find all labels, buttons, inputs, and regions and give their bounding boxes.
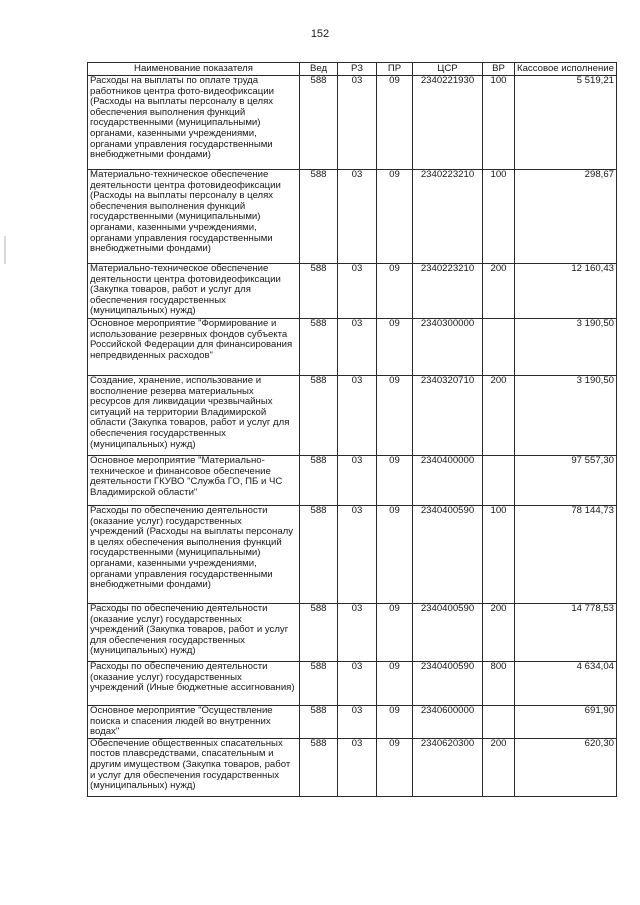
row-amount: 12 160,43: [515, 264, 617, 319]
row-amount: 3 190,50: [515, 376, 617, 456]
row-csr: 2340600000: [413, 706, 483, 739]
row-vr: 200: [483, 604, 515, 662]
row-amount: 691,90: [515, 706, 617, 739]
row-name: Основное мероприятие "Формирование и использование резервных фондов субъекта Российской Федерации для финансирования непредвиденных расходов": [88, 319, 300, 376]
header-amount: Кассовое исполнение: [515, 63, 617, 76]
row-amount: 97 557,30: [515, 456, 617, 506]
row-ved: 588: [300, 76, 338, 170]
row-vr: 100: [483, 170, 515, 264]
row-amount: 14 778,53: [515, 604, 617, 662]
row-pr: 09: [377, 264, 413, 319]
row-name: Обеспечение общественных спасательных постов плавсредствами, спасательным и другим имуществом (Закупка товаров, работ и услуг для обеспечения государственных (муниципальных) нужд): [88, 738, 300, 796]
row-name: Расходы на выплаты по оплате труда работников центра фото-видеофиксации (Расходы на выплаты персоналу в целях обеспечения выполнения функций государственными (муниципальными) органами, казенными учреждениями, органами управления государственными внебюджетными фондами): [88, 76, 300, 170]
table-row: [88, 376, 617, 456]
row-rz: 03: [338, 264, 377, 319]
row-name: Расходы по обеспечению деятельности (оказание услуг) государственных учреждений (Иные бюджетные ассигнования): [88, 662, 300, 706]
row-pr: 09: [377, 376, 413, 456]
row-vr: 100: [483, 506, 515, 604]
row-name: Материально-техническое обеспечение деятельности центра фотовидеофиксации (Расходы на выплаты персоналу в целях обеспечения выполнения функций государственными (муниципальными) органами, казенными учреждениями, органами управления государственными внебюджетными фондами): [88, 170, 300, 264]
table-row: [88, 76, 617, 170]
row-ved: 588: [300, 319, 338, 376]
header-name: Наименование показателя: [88, 63, 300, 76]
row-pr: 09: [377, 319, 413, 376]
row-pr: 09: [377, 170, 413, 264]
header-ved: Вед: [300, 63, 338, 76]
row-csr: 2340223210: [413, 264, 483, 319]
table-row: [88, 264, 617, 319]
row-ved: 588: [300, 706, 338, 739]
row-amount: 298,67: [515, 170, 617, 264]
row-csr: 2340400590: [413, 506, 483, 604]
header-csr: ЦСР: [413, 63, 483, 76]
scan-edge-mark: [4, 236, 6, 264]
row-ved: 588: [300, 376, 338, 456]
row-pr: 09: [377, 506, 413, 604]
header-rz: РЗ: [338, 63, 377, 76]
row-rz: 03: [338, 456, 377, 506]
table-row: [88, 170, 617, 264]
table-row: [88, 506, 617, 604]
row-csr: 2340300000: [413, 319, 483, 376]
row-ved: 588: [300, 604, 338, 662]
row-name: Основное мероприятие "Материально-техническое и финансовое обеспечение деятельности ГКУВО "Служба ГО, ПБ и ЧС Владимирской области": [88, 456, 300, 506]
row-vr: [483, 319, 515, 376]
page-number: 152: [310, 28, 330, 40]
row-csr: 2340221930: [413, 76, 483, 170]
row-amount: 620,30: [515, 738, 617, 796]
table-row: [88, 319, 617, 376]
row-name: Материально-техническое обеспечение деятельности центра фотовидеофиксации (Закупка товаров, работ и услуг для обеспечения государственных (муниципальных) нужд): [88, 264, 300, 319]
row-amount: 78 144,73: [515, 506, 617, 604]
row-pr: 09: [377, 456, 413, 506]
row-csr: 2340320710: [413, 376, 483, 456]
row-vr: 200: [483, 264, 515, 319]
header-vr: ВР: [483, 63, 515, 76]
row-rz: 03: [338, 738, 377, 796]
row-ved: 588: [300, 264, 338, 319]
row-amount: 3 190,50: [515, 319, 617, 376]
row-pr: 09: [377, 706, 413, 739]
row-rz: 03: [338, 706, 377, 739]
row-vr: [483, 706, 515, 739]
row-vr: 800: [483, 662, 515, 706]
row-ved: 588: [300, 506, 338, 604]
budget-execution-table: [87, 62, 617, 797]
row-rz: 03: [338, 662, 377, 706]
header-pr: ПР: [377, 63, 413, 76]
row-amount: 4 634,04: [515, 662, 617, 706]
row-csr: 2340400590: [413, 662, 483, 706]
row-csr: 2340620300: [413, 738, 483, 796]
row-pr: 09: [377, 76, 413, 170]
row-vr: 200: [483, 738, 515, 796]
row-csr: 2340400590: [413, 604, 483, 662]
row-rz: 03: [338, 170, 377, 264]
row-rz: 03: [338, 604, 377, 662]
row-vr: 100: [483, 76, 515, 170]
row-csr: 2340400000: [413, 456, 483, 506]
table-row: [88, 604, 617, 662]
row-name: Расходы по обеспечению деятельности (оказание услуг) государственных учреждений (Закупка товаров, работ и услуг для обеспечения государственных (муниципальных) нужд): [88, 604, 300, 662]
row-pr: 09: [377, 662, 413, 706]
row-vr: [483, 456, 515, 506]
row-name: Основное мероприятие "Осуществление поиска и спасения людей во внутренних водах": [88, 706, 300, 739]
row-ved: 588: [300, 738, 338, 796]
row-ved: 588: [300, 662, 338, 706]
table-row: [88, 662, 617, 706]
row-name: Расходы по обеспечению деятельности (оказание услуг) государственных учреждений (Расходы на выплаты персоналу в целях обеспечения выполнения функций государственными (муниципальными) органами, казенными учреждениями, органами управления государственными внебюджетными фондами): [88, 506, 300, 604]
table-row: [88, 456, 617, 506]
table-header-row: [88, 63, 617, 76]
row-rz: 03: [338, 319, 377, 376]
row-rz: 03: [338, 506, 377, 604]
row-amount: 5 519,21: [515, 76, 617, 170]
row-pr: 09: [377, 604, 413, 662]
row-vr: 200: [483, 376, 515, 456]
row-ved: 588: [300, 170, 338, 264]
row-pr: 09: [377, 738, 413, 796]
row-ved: 588: [300, 456, 338, 506]
row-name: Создание, хранение, использование и восполнение резерва материальных ресурсов для ликвидации чрезвычайных ситуаций на территории Владимирской области (Закупка товаров, работ и услуг для обеспечения государственных (муниципальных) нужд): [88, 376, 300, 456]
row-csr: 2340223210: [413, 170, 483, 264]
table-row: [88, 706, 617, 739]
table-row: [88, 738, 617, 796]
row-rz: 03: [338, 76, 377, 170]
row-rz: 03: [338, 376, 377, 456]
